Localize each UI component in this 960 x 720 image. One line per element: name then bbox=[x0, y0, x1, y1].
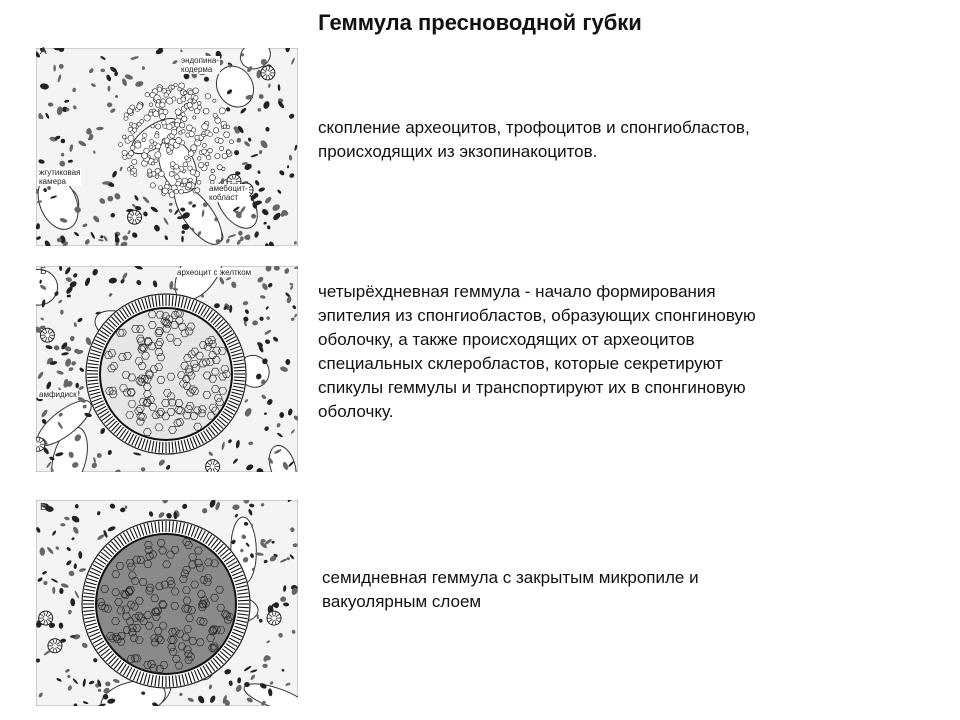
cluster-cell bbox=[179, 189, 184, 194]
cluster-cell bbox=[171, 85, 175, 89]
cluster-cell bbox=[190, 169, 196, 175]
panel-b-description: четырёхдневная геммула - начало формирования эпителия из спонгиобластов, образующих спонгиновую оболочку, а также происходящих от археоцитов специальных склеробластов, которые секретируют спикулы геммулы и транспортируют их в спонгиновую оболочку. bbox=[318, 282, 756, 421]
cluster-cell bbox=[135, 142, 141, 148]
flagellar-chamber bbox=[128, 210, 142, 224]
cluster-cell bbox=[142, 138, 145, 141]
tissue-cell bbox=[285, 359, 290, 365]
cluster-cell bbox=[149, 173, 153, 177]
cluster-cell bbox=[211, 169, 214, 172]
cluster-cell bbox=[203, 108, 209, 114]
flagellar-chamber bbox=[261, 66, 275, 80]
cluster-cell bbox=[122, 150, 127, 155]
cluster-cell bbox=[127, 167, 131, 171]
flagellar-chamber bbox=[40, 328, 54, 342]
cluster-cell bbox=[149, 112, 153, 116]
cluster-cell bbox=[213, 99, 216, 102]
cluster-cell bbox=[193, 96, 198, 101]
cluster-cell bbox=[118, 143, 122, 147]
panel-a-illustration bbox=[36, 48, 298, 246]
cluster-cell bbox=[186, 133, 190, 137]
cluster-cell bbox=[178, 87, 182, 91]
cluster-cell bbox=[127, 108, 132, 113]
cluster-cell bbox=[205, 94, 211, 100]
cluster-cell bbox=[202, 124, 208, 130]
cluster-cell bbox=[147, 169, 151, 173]
cluster-cell bbox=[175, 109, 181, 115]
cluster-cell bbox=[193, 88, 199, 94]
panel-a-description: скопление археоцитов, трофоцитов и спонгиобластов, происходящих из экзопинакоцитов. bbox=[318, 118, 750, 161]
cluster-cell bbox=[227, 150, 231, 154]
cluster-cell bbox=[155, 152, 161, 158]
cluster-cell bbox=[219, 108, 225, 114]
cluster-cell bbox=[208, 148, 213, 153]
cluster-cell bbox=[185, 156, 189, 160]
cluster-cell bbox=[182, 130, 186, 134]
cluster-cell bbox=[174, 189, 178, 193]
cluster-cell bbox=[162, 188, 168, 194]
panel-c-illustration bbox=[36, 500, 298, 706]
cluster-cell bbox=[132, 123, 137, 128]
four-day-gemmule-drawing bbox=[36, 266, 298, 472]
cluster-cell bbox=[143, 133, 147, 137]
cluster-cell bbox=[149, 145, 153, 149]
cluster-cell bbox=[181, 112, 185, 116]
cluster-cell bbox=[159, 171, 165, 177]
cluster-cell bbox=[166, 148, 170, 152]
cluster-cell bbox=[180, 123, 185, 128]
cluster-cell bbox=[198, 102, 201, 105]
flagellar-chamber bbox=[206, 460, 220, 472]
cluster-cell bbox=[198, 162, 204, 168]
cluster-cell bbox=[202, 149, 207, 154]
label-archeocyte-yolk: археоцит с желтком bbox=[177, 268, 252, 277]
cluster-cell bbox=[187, 183, 192, 188]
panel-c-description: семидневная геммула с закрытым микропиле и вакуолярным слоем bbox=[322, 568, 699, 611]
label-amphidisk: амфидиск bbox=[39, 390, 77, 399]
label-endopinacoderm: эндопина- кодерма bbox=[181, 56, 219, 74]
gemmule-core bbox=[96, 534, 236, 674]
cluster-cell bbox=[156, 124, 161, 129]
cluster-cell bbox=[151, 124, 155, 128]
flagellar-chamber bbox=[36, 437, 45, 451]
cluster-cell bbox=[213, 128, 218, 133]
cluster-cell bbox=[222, 153, 227, 158]
slide-title: Геммула пресноводной губки bbox=[318, 10, 642, 35]
cluster-cell bbox=[162, 89, 166, 93]
cluster-cell bbox=[149, 103, 153, 107]
cluster-cell bbox=[144, 148, 149, 153]
cluster-cell bbox=[169, 171, 174, 176]
cluster-cell bbox=[153, 111, 159, 117]
cluster-cell bbox=[188, 151, 194, 157]
tissue-cell bbox=[75, 383, 79, 388]
cluster-cell bbox=[150, 183, 155, 188]
cluster-cell bbox=[137, 104, 143, 110]
cluster-cell bbox=[124, 113, 128, 117]
cluster-cell bbox=[140, 120, 144, 124]
label-amebocyte: амебоцит- кобласт bbox=[209, 184, 248, 202]
cluster-cell bbox=[153, 142, 157, 146]
cluster-cell bbox=[195, 135, 199, 139]
cluster-cell bbox=[152, 162, 155, 165]
cluster-cell bbox=[205, 162, 209, 166]
flagellar-chamber bbox=[39, 611, 53, 625]
cluster-cell bbox=[220, 146, 224, 150]
cluster-cell bbox=[175, 122, 180, 127]
cluster-cell bbox=[208, 132, 212, 136]
panel-b-letter: Б bbox=[40, 266, 47, 277]
cluster-cell bbox=[191, 145, 197, 151]
cluster-cell bbox=[206, 155, 210, 159]
cluster-cell bbox=[197, 157, 201, 161]
cluster-cell bbox=[180, 184, 184, 188]
cluster-cell bbox=[130, 146, 135, 151]
gemmule-cluster-drawing bbox=[36, 48, 298, 246]
cluster-cell bbox=[218, 138, 223, 143]
cluster-cell bbox=[193, 116, 196, 119]
cluster-cell bbox=[166, 124, 172, 130]
cluster-cell bbox=[187, 102, 192, 107]
cluster-cell bbox=[202, 132, 205, 135]
cluster-cell bbox=[174, 164, 179, 169]
cluster-cell bbox=[145, 92, 149, 96]
cluster-cell bbox=[174, 175, 179, 180]
cluster-cell bbox=[223, 125, 227, 129]
cluster-cell bbox=[202, 143, 206, 147]
cluster-cell bbox=[132, 159, 137, 164]
tissue-cell bbox=[61, 139, 66, 144]
cluster-cell bbox=[197, 180, 201, 184]
flagellar-chamber bbox=[48, 639, 62, 653]
flagellar-chamber bbox=[267, 611, 281, 625]
cluster-cell bbox=[157, 87, 162, 92]
cluster-cell bbox=[166, 98, 172, 104]
cluster-cell bbox=[165, 144, 168, 147]
cluster-cell bbox=[195, 188, 200, 193]
cluster-cell bbox=[215, 153, 220, 158]
panel-a-letter: А bbox=[40, 46, 47, 57]
cluster-cell bbox=[182, 178, 188, 184]
cluster-cell bbox=[181, 97, 186, 102]
cluster-cell bbox=[198, 105, 202, 109]
cluster-cell bbox=[157, 100, 161, 104]
cluster-cell bbox=[160, 102, 165, 107]
cluster-cell bbox=[176, 181, 181, 186]
cluster-cell bbox=[217, 165, 222, 170]
cluster-cell bbox=[189, 178, 193, 182]
cluster-cell bbox=[213, 113, 217, 117]
cluster-cell bbox=[192, 128, 196, 132]
panel-b-illustration bbox=[36, 266, 298, 472]
cluster-cell bbox=[183, 91, 186, 94]
cluster-cell bbox=[163, 109, 168, 114]
cluster-cell bbox=[209, 175, 215, 181]
cluster-cell bbox=[150, 140, 154, 144]
gemmule-core bbox=[100, 308, 232, 440]
cluster-cell bbox=[182, 116, 187, 121]
cluster-cell bbox=[189, 90, 193, 94]
cluster-cell bbox=[155, 134, 159, 138]
cluster-cell bbox=[130, 171, 134, 175]
label-flagellar-chamber: жгутиковая камера bbox=[39, 168, 81, 186]
cluster-cell bbox=[129, 151, 134, 156]
seven-day-gemmule-drawing bbox=[36, 500, 298, 706]
cluster-cell bbox=[133, 128, 137, 132]
cluster-cell bbox=[171, 129, 177, 135]
cluster-cell bbox=[164, 138, 170, 144]
cluster-cell bbox=[162, 120, 167, 125]
cluster-cell bbox=[229, 140, 233, 144]
cluster-cell bbox=[123, 135, 127, 139]
cluster-cell bbox=[128, 135, 134, 141]
cluster-cell bbox=[183, 162, 188, 167]
cluster-cell bbox=[159, 186, 163, 190]
cluster-cell bbox=[224, 132, 230, 138]
cluster-cell bbox=[164, 93, 168, 97]
panel-c-letter: В bbox=[40, 502, 47, 513]
cluster-cell bbox=[176, 137, 182, 143]
